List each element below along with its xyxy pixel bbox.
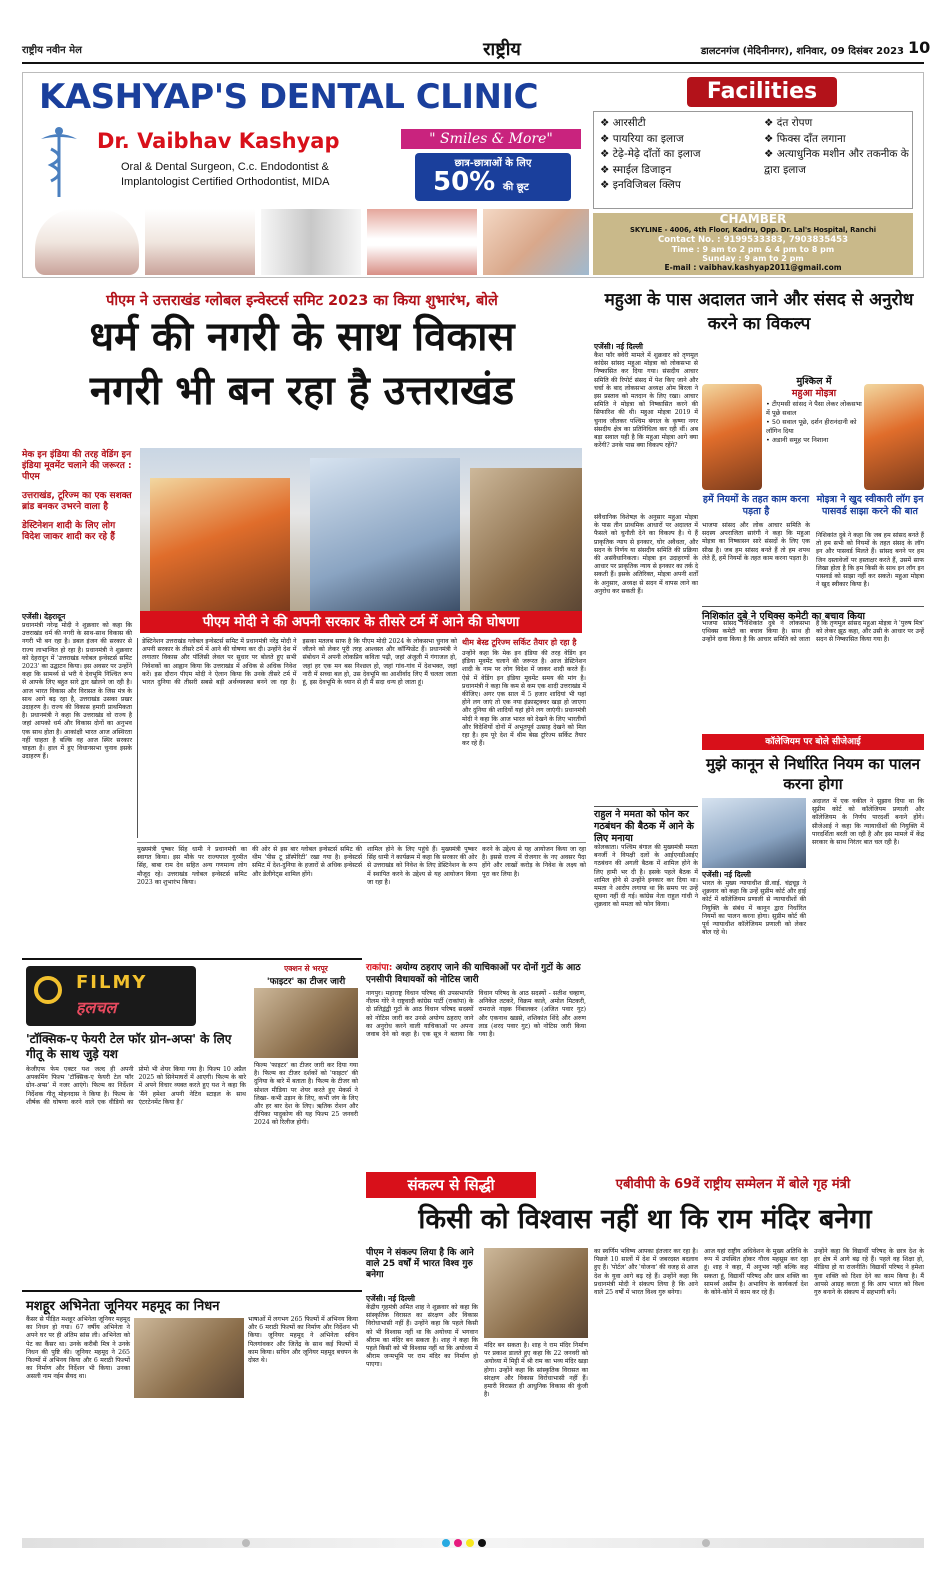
- color-swatch-yellow: [466, 1539, 474, 1547]
- mahua-body2: संवैधानिक विशेषज्ञ के अनुसार महुआ मोइत्रा के पास तीन प्राथमिक आधारों पर अदालत में फैसले को चुनौती देने का विकल्प है। ये हैं प्राकृतिक न्याय से इनकार, घोर अवैधता, और सदन के निर्णय या संसदीय समिति की प्रक्रिया की असंवैधानिकता। मोइत्रा इन उदाहरणों के आधार पर प्राकृतिक न्याय से इनकार का तर्क दे सकती हैं। इसके अतिरिक्त, मोइत्रा अपनी शर्तों के अनुसार, अध्यक्ष से सदन में वापस लाने का अनुरोध कर सकती हैं।: [594, 514, 698, 595]
- film-logo: [26, 966, 196, 1026]
- mahua-photo-right: [864, 384, 924, 490]
- teeth-photo-2: [145, 209, 255, 275]
- court-kicker: राकांपा:: [366, 963, 393, 973]
- lead-body-col3: उन्होंने कहा कि मेक इन इंडिया की तरह वेडिंग इन इंडिया मूवमेंट चलाने की जरूरत है। आज डेस्टिनेशन शादी के नाम पर लोग विदेश में जाकर शादी करते हैं। ऐसे में वेडिंग इन इंडिया मूवमेंट समय की मांग है। प्रधानमंत्री ने कहा कि कम से कम एक शादी उत्तराखंड में कीजिए। अगर एक साल में 5 हजार शादियां भी यहां होने लग जाएं तो एक नया इंफ्रास्ट्रक्चर खड़ा हो जाएगा और दुनिया की शादियों यहां होने लग जाएंगी। प्रधानमंत्री मोदी ने कहा कि आज भारत को देखने के लिए भारतीयों और विदेशियों दोनों में अभूतपूर्व उत्साह देखने को मिल रहा है। हम पूरे देश में थीम बेस्ड टूरिज्म सर्किट तैयार कर रहे हैं।: [462, 650, 587, 748]
- lead-bottom-col1: मुख्यमंत्री पुष्कर सिंह धामी ने प्रधानमंत्री का स्वागत किया। इस मौके पर राज्यपाल गुरमीत सिंह, बाबा राम देव सहित अन्य गणमान्य लोग मौजूद रहे। उत्तराखंड ग्लोबल इन्वेस्टर्स समिट 2023 का शुभारंभ किया।: [137, 846, 247, 886]
- offer-suffix: की छूट: [503, 182, 529, 193]
- qualification-2: Implantologist Certified Orthodontist, MIDA: [121, 176, 330, 188]
- mahua-box-title1: मुश्किल में: [796, 376, 832, 387]
- mahua-point: • 50 सवाल पूछे, दर्शन हीरानंदानी को लॉगिन दिया: [766, 418, 857, 435]
- lead-photo-stage: [310, 458, 460, 611]
- registration-mark: [242, 1539, 250, 1547]
- facility-item: ❖ फिक्स दाँत लगाना: [764, 132, 846, 145]
- ram-dateline: एजेंसी। नई दिल्ली: [366, 1294, 415, 1303]
- lead-bottom-col4: करने के उद्देश्य से यह आयोजन किया जा रहा है। इससे राज्य में रोजगार के नए अवसर पैदा होंगे और लाखों करोड़ के निवेश के लक्ष्य को पूरा कर लिया है।: [482, 846, 586, 878]
- facility-item: ❖ पायरिया का इलाज: [600, 132, 684, 145]
- chamber-address: SKYLINE - 4006, 4th Floor, Kadru, Opp. Dr. Lal's Hospital, Ranchi: [629, 226, 877, 234]
- chamber-box: [593, 213, 913, 275]
- smile-photo: [367, 209, 477, 275]
- facility-item: ❖ अत्याधुनिक मशीन और तकनीक के द्वारा इलाज: [764, 148, 909, 176]
- implant-photo: [261, 209, 361, 275]
- teeth-photo-1: [35, 209, 139, 275]
- dental-ad: [22, 72, 924, 278]
- facilities-right-column: [764, 116, 910, 178]
- facilities-left-column: [600, 116, 760, 194]
- film-body: केजीएफ फेम एक्टर यश जल्द ही अपनी अपकमिंग फिल्म 'टॉक्सिक-ए फेयरी टेल फॉर ग्रोन-अप्स' में नजर आएंगे। फिल्म का निर्देशन निर्देशक गीतू मोहनदास ने किया है। फिल्म के शीर्षक की घोषणा करने वाले एक वीडियो का प्रोमो भी शेयर किया गया है। फिल्म 10 अप्रैल 2025 को सिनेमाघरों में आएगी। फिल्म के बारे में अपने विचार व्यक्त करते हुए यश ने कहा कि 'मैंने हमेशा अपनी नेटिव स्टाइल के साथ एंटरटेनमेंट किया है।': [26, 1066, 246, 1106]
- footer-bar: [22, 1538, 924, 1548]
- obit-body2: भाषाओं में लगभग 265 फिल्मों में अभिनय किया और 6 मराठी फिल्मों का निर्माण और निर्देशन भी किया। जूनियर महमूद ने अभिनेता सचिन पिलगांवकर और जितेंद्र के साथ कई फिल्मों में काम किया। सचिन और जूनियर महमूद बचपन के दोस्त थे।: [248, 1316, 358, 1365]
- mahua-subbody1: भाजपा सांसद और लोक आचार समिति के सदस्य अपराजिता सारंगी ने कहा कि महुआ मोइत्रा का निष्कासन सारे संसदों के लिए एक सीख है। जब हम सांसद बनते हैं तो हम शपथ लेते हैं, हमें नियमों के तहत काम करना पड़ता है।: [702, 522, 810, 562]
- facility-item: ❖ आरसीटी: [600, 117, 646, 129]
- obit-headline: मशहूर अभिनेता जूनियर महमूद का निधन: [26, 1299, 220, 1314]
- chamber-title: CHAMBER: [719, 212, 787, 226]
- color-swatch-black: [478, 1539, 486, 1547]
- amit-shah-photo: [484, 1248, 588, 1338]
- mahua-subhead2: मोइत्रा ने खुद स्वीकारी लॉग इन पासवर्ड साझा करने की बात: [816, 494, 924, 517]
- film-section: [22, 958, 362, 1288]
- ram-banner-left: संकल्प से सिद्धी: [366, 1172, 536, 1198]
- nishikant-body: भाजपा सांसद निशिकांत दुबे ने लोकसभा एथिक्स कमेटी का बचाव किया है। साथ ही उन्होंने दावा किया है कि आचार समिति को जाता है कि तृणमूल सांसद महुआ मोइत्रा ने 'पुरुष मित्र' को लेकर झूठ कहा, और उसी के आधार पर उन्हें सदन से निष्कासित किया गया है।: [702, 620, 924, 644]
- ram-body2: मंदिर बन सकता है। शाह ने राम मंदिर निर्माण पर प्रकाश डालते हुए कहा कि 22 जनवरी को अयोध्या में मिट्टी में श्री राम का भव्य मंदिर खड़ा होगा। उन्होंने कहा कि सांस्कृतिक विरासत का संरक्षण और विकास विरोधाभासी नहीं हैं। हमारी विरासत ही आधुनिक विकास की कुंजी है।: [484, 1342, 588, 1399]
- rahul-body: कोलकाता। पश्चिम बंगाल की मुख्यमंत्री ममता बनर्जी ने विपक्षी दलों के आईएनडीआईए गठबंधन की अगली बैठक में शामिल होने के लिए हामी भर दी है। इसके पहले बैठक में शामिल होने से उन्होंने इनकार कर दिया था। ममता ने आरोप लगाया था कि समय पर उन्हें सूचना नहीं दी गई। कांग्रेस नेता राहुल गांधी ने शुक्रवार को ममता को फोन किया।: [594, 844, 698, 909]
- film-side-body: फिल्म 'फाइटर' का टीजर जारी कर दिया गया है। फिल्म का टीजर दर्शकों को 'फाइटर' की दुनिया के बारे में बताता है। फिल्म के टीजर को सोशल मीडिया पर शेयर करते हुए मेकर्स ने लिखा- कभी उड़ान के लिए, कभी जंग के लिए और हर बार देश के लिए। ऋतिक रोशन और दीपिका पादुकोण की यह फिल्म 25 जनवरी 2024 को रिलीज होगी।: [254, 1062, 358, 1127]
- lead-kicker: पीएम ने उत्तराखंड ग्लोबल इन्वेस्टर्स समिट 2023 का किया शुभारंभ, बोले: [106, 293, 498, 309]
- film-side-head: 'फाइटर' का टीजर जारी: [266, 977, 346, 987]
- offer-text: छात्र-छात्राओं के लिए: [454, 158, 532, 169]
- film-reel-icon: [34, 976, 62, 1004]
- ram-headline: किसी को विश्वास नहीं था कि राम मंदिर बनेगा: [418, 1204, 872, 1235]
- ram-body1: केंद्रीय गृहमंत्री अमित शाह ने शुक्रवार को कहा कि सांस्कृतिक विरासत का संरक्षण और विकास विरोधाभासी नहीं हैं। उन्होंने कहा कि पहले किसी को भी विश्वास नहीं था कि अयोध्या में भगवान श्रीराम का मंदिर बन सकता है। शाह ने कहा कि पहले किसी को भी विश्वास नहीं था कि अयोध्या में श्रीराम जन्मभूमि पर राम मंदिर का निर्माण हो पाएगा।: [366, 1304, 478, 1369]
- masthead: [22, 36, 931, 64]
- page-number: 10: [908, 38, 931, 57]
- chamber-sunday: Sunday : 9 am to 2 pm: [702, 254, 804, 263]
- chamber-email: E-mail : vaibhav.kashyap2011@gmail.com: [664, 263, 842, 272]
- facility-item: ❖ दंत रोपण: [764, 117, 813, 129]
- mahua-point: • अडानी समूह पर निशाना: [766, 436, 829, 444]
- collegium-body2: अदालत में एक वकील ने सुझाव दिया था कि सुप्रीम कोर्ट को कॉलेजियम प्रणाली और कॉलेजियम के निर्णय पारदर्शी बनाने होंगे। सीजेआई ने कहा कि न्यायाधीशों की नियुक्ति में पारदर्शिता बरती जा रही है और इस मामले में केंद्र सरकार के साथ निरंतर बात चल रही है।: [812, 798, 924, 847]
- fighter-poster: [254, 988, 358, 1058]
- obit-photo: [134, 1318, 244, 1398]
- caduceus-icon: [37, 125, 81, 199]
- ram-section: [366, 1172, 924, 1532]
- obituary-section: [22, 1290, 362, 1522]
- clinic-name: KASHYAP'S DENTAL CLINIC: [39, 77, 539, 117]
- nishikant-head: निशिकांत दुबे ने एथिक्स कमेटी का बचाव किया: [702, 606, 924, 622]
- lead-highlights: [22, 450, 132, 610]
- obit-body: कैंसर से पीड़ित मशहूर अभिनेता जूनियर महमूद का निधन हो गया। 67 वर्षीय अभिनेता ने अपने घर पर ही अंतिम सांस ली। अभिनेता को पेट का कैंसर था। उनके करीबी मित्र ने उनके निधन की पुष्टि की। जूनियर महमूद ने 265 फिल्मों में अभिनय किया और 6 मराठी फिल्मों का निर्माण और निर्देशन भी किया। उनका असली नाम नईम सैयद था।: [26, 1316, 130, 1381]
- facilities-title: Facilities: [687, 77, 837, 107]
- mahua-body: कैश फॉर क्वेरी मामले में शुक्रवार को तृणमूल कांग्रेस सांसद महुआ मोइत्रा को लोकसभा से निष्कासित कर दिया गया। संसदीय आचार समिति की रिपोर्ट संसद में पेश किए जाने और चर्चा के बाद लोकसभा अध्यक्ष ओम बिरला ने इस प्रस्ताव को मतदान के लिए रखा। आचार समिति ने मोइत्रा को निष्कासित करने की सिफारिश की थी। महुआ मोइत्रा 2019 में चुनाव जीतकर पश्चिम बंगाल के कृष्णा नगर संसदीय क्षेत्र का प्रतिनिधित्व कर रही थीं। अब बड़ा सवाल यही है कि महुआ मोइत्रा आगे क्या करेंगी? उनके पास क्या विकल्प रहेंगे?: [594, 352, 698, 450]
- collegium-headline: मुझे कानून से निर्धारित नियम का पालन करना होगा: [706, 755, 920, 793]
- mahua-point: • टीएमसी सांसद ने पैसा लेकर लोकसभा में पूछे सवाल: [766, 400, 862, 417]
- collegium-body: भारत के मुख्य न्यायाधीश डी.वाई. चंद्रचूड़ ने शुक्रवार को कहा कि उन्हें सुप्रीम कोर्ट और हाई कोर्ट में कॉलेजियम प्रणाली से न्यायाधीशों की नियुक्ति के संबंध में कानून द्वारा निर्धारित नियमों का पालन करना होगा। सुप्रीम कोर्ट की पूर्व न्यायाधीश कॉलेजियम प्रणाली को लेकर बोल रहे थे।: [702, 880, 806, 937]
- mahua-subbody2: निशिकांत दुबे ने कहा कि जब हम सांसद बनते हैं तो हम सभी को नियमों के तहत संसद के लॉग इन और पासवर्ड मिलते हैं। सांसद बनने पर हम जिन दस्तावेजों पर हस्ताक्षर करते हैं, उसमें साफ लिखा होता है कि हम किसी के साथ इन लॉग इन पासवर्ड को साझा नहीं कर सकते। महुआ मोइत्रा ने खुद स्वीकार किया है।: [816, 532, 924, 589]
- lead-body-col1: प्रधानमंत्री नरेन्द्र मोदी ने शुक्रवार को कहा कि उत्तराखंड धर्म की नगरी के साथ-साथ विकास की नगरी भी बन रहा है। डबल इंजन की सरकार से राज्य लाभान्वित हो रहा है। प्रधानमंत्री ने शुक्रवार को देहरादून में 'उत्तराखंड ग्लोबल इन्वेस्टर्स समिट 2023' का उद्घाटन किया। इस अवसर पर उन्होंने कहा कि सामर्थ्य से भरी ये देवभूमि निश्चित रूप से आपके लिए बहुत सारे द्वार खोलने जा रही है। आज भारत विकास और विरासत के जिस मंत्र के साथ आगे बढ़ रहा है, उत्तराखंड उसका प्रखर उदाहरण है। राज्य की विकास हमारी प्राथमिकता है। प्रधानमंत्री ने कहा कि उत्तराखंड वो राज्य है जहां आपको धर्म और विकास दोनों का अनुभव एक साथ होता है। आकांक्षी भारत आज अस्थिरता नहीं चाहता है बल्कि वह आज स्थिर सरकार चाहता है। हाल में हुए विधानसभा चुनाव इसके उदाहरण हैं।: [22, 622, 132, 761]
- cji-photo: [702, 798, 806, 868]
- mahua-box-points: [766, 400, 862, 445]
- chamber-contact: Contact No. : 9199533383, 7903835453: [658, 235, 848, 245]
- lead-photo-caption: पीएम मोदी ने की अपनी सरकार के तीसरे टर्म में आने की घोषणा: [140, 611, 582, 633]
- mahua-dateline: एजेंसी। नई दिल्ली: [594, 342, 643, 351]
- rahul-head: राहुल ने ममता को फोन कर गठबंधन की बैठक में आने के लिए मनाया: [594, 806, 698, 845]
- mahua-box-title2: महुआ मोइत्रा: [791, 388, 837, 399]
- film-headline: 'टॉक्सिक-ए फेयरी टेल फॉर ग्रोन-अप्स' के लिए गीतू के साथ जुड़े यश: [26, 1032, 232, 1061]
- facilities-list: [593, 111, 913, 209]
- side-story-head: थीम बेस्ड टूरिज्म सर्किट तैयार हो रहा है: [462, 638, 577, 647]
- mahua-headline: महुआ के पास अदालत जाने और संसद से अनुरोध करने का विकल्प: [604, 290, 914, 334]
- facility-item: ❖ स्माईल डिजाइन: [600, 163, 672, 176]
- lead-photo-people-right: [470, 468, 582, 611]
- ram-body3: का स्वर्णिम भविष्य आपका इंतजार कर रहा है। पिछले 10 सालों में देश में जबरदस्त बदलाव हुए हैं। 'पोर्टल' और 'योजना' की वजह से आज देश के युवा आगे बढ़ रहे हैं। उन्होंने कहा कि प्रधानमंत्री मोदी ने संकल्प लिया है कि आने वाले 25 वर्षों में भारत विश्व गुरु बनेगा।: [594, 1248, 698, 1297]
- facility-item: ❖ टेढ़े-मेढ़े दाँतों का इलाज: [600, 148, 701, 160]
- court-headline-text: अयोग्य ठहराए जाने की याचिकाओं पर दोनों गुटों के आठ एनसीपी विधायकों को नोटिस जारी: [366, 963, 581, 985]
- lead-dateline: एजेंसी। देहरादून: [22, 612, 66, 621]
- highlight: उत्तराखंड, टूरिज्म का एक सशक्त ब्रांड बनकर उभरने वाला है: [22, 491, 132, 512]
- lead-headline-line1: धर्म की नगरी के साथ विकास: [89, 314, 515, 360]
- lead-headline-line2: नगरी भी बन रहा है उत्तराखंड: [89, 368, 515, 414]
- offer-box: [415, 153, 571, 201]
- collegium-section: [702, 734, 924, 984]
- child-dental-photo: [483, 209, 589, 275]
- doctor-name: Dr. Vaibhav Kashyap: [97, 129, 340, 153]
- section-title: राष्ट्रीय: [483, 39, 521, 60]
- paper-name: राष्ट्रीय नवीन मेल: [22, 45, 82, 56]
- mahua-subhead1: हमें नियमों के तहत काम करना पड़ता है: [702, 494, 810, 517]
- highlight: डेस्टिनेशन शादी के लिए लोग विदेश जाकर शादी कर रहे हैं: [22, 521, 116, 542]
- chamber-time: Time : 9 am to 2 pm & 4 pm to 8 pm: [671, 245, 835, 254]
- highlight: मेक इन इंडिया की तरह वेडिंग इन इंडिया मूवमेंट चलाने की जरूरत : पीएम: [22, 450, 132, 482]
- offer-percent: 50%: [433, 167, 496, 197]
- collegium-dateline: एजेंसी। नई दिल्ली: [702, 870, 751, 879]
- court-headline: [366, 962, 586, 986]
- lead-bottom-col3: शामिल होने के लिए पहुंचे हैं। मुख्यमंत्री पुष्कर सिंह धामी ने कार्यक्रम में कहा कि सरकार की ओर से उत्तराखंड को निवेश के लिए डेस्टिनेशन के रूप में स्थापित करने के उद्देश्य से यह आयोजन किया जा रहा है।: [367, 846, 477, 886]
- facility-item: ❖ इनविजिबल क्लिप: [600, 179, 681, 191]
- tagline: " Smiles & More": [401, 129, 581, 149]
- ram-side-head: पीएम ने संकल्प लिया है कि आने वाले 25 वर्षों में भारत विश्व गुरु बनेगा: [366, 1248, 474, 1280]
- court-section: [366, 958, 586, 1168]
- film-logo-label2: हलचल: [76, 998, 117, 1017]
- collegium-kicker: कॉलेजियम पर बोले सीजेआई: [702, 734, 924, 750]
- lead-body-col2: डेस्टिनेशन उत्तराखंड ग्लोबल इन्वेस्टर्स समिट में प्रधानमंत्री नरेंद्र मोदी ने अपनी सरकार के तीसरे टर्म में आने की घोषणा कर दी। उन्होंने देश में लगातार विकास और पॉलिसी लेवल पर सुधार पर बोलते हुए सभी निवेशकों का आह्वान किया कि उत्तराखंड में अधिक से अधिक निवेश करें। इस दौरान पीएम मोदी ने ऐलान किया कि उनके तीसरे टर्म में भारत दुनिया की तीसरी सबसे बड़ी अर्थव्यवस्था बनने जा रहा है। इसका मतलब साफ है कि पीएम मोदी 2024 के लोकसभा चुनाव को जीतने को लेकर पूरी तरह आश्वस्त और कॉन्फिडेंट हैं। प्रधानमंत्री ने संबोधन में अपनी लोकप्रिय कविता पढ़ी, जहां अंजुली में गंगाजल हो, जहां हर एक मन बस निश्छल हो, जहां गांव-गांव में देशभक्त, जहां नारी में सच्चा बल हो, उस देवभूमि का आशीर्वाद लिए मैं चलता जाता हूं, इस देवभूमि के ध्यान से ही मैं सदा धन्य हो जाता हूं।: [137, 638, 457, 838]
- film-side-kicker: एक्शन से भरपूर: [284, 964, 328, 973]
- lead-bottom-col2: की ओर से इस बार ग्लोबल इन्वेस्टर्स समिट की थीम 'पीस टू प्रॉस्पेरिटी' रखा गया है। इन्वेस्टर्स समिट में देश-दुनिया के हजारों से अधिक इन्वेस्टर्स और डेलीगेट्स शामिल होंगे।: [252, 846, 362, 878]
- court-body: नागपुर। महाराष्ट्र विधान परिषद की उपसभापति नीलम गोरे ने राष्ट्रवादी कांग्रेस पार्टी (राकांपा) के दो प्रतिद्वंद्वी गुटों के आठ विधान परिषद सदस्यों को नोटिस जारी कर उनसे अयोग्य ठहराए जाने का अनुरोध करने वाली याचिकाओं पर अपना जवाब देने को कहा है। एक सूत्र ने बताया कि विधान परिषद के आठ सदस्यों - सतीश चव्हाण, अनिकेत तटकरे, विक्रम काले, अमोल मिटकरी, रामराजे नाइक निंबालकर (अजित पवार गुट) और एकनाथ खडसे, शशिकांत शिंदे और अरुण लाड (शरद पवार गुट) को नोटिस जारी किया गया है।: [366, 990, 586, 1039]
- qualification-1: Oral & Dental Surgeon, C.c. Endodontist &: [121, 161, 329, 173]
- divider: [137, 842, 586, 843]
- ram-body4: आज यहां राष्ट्रीय अधिवेशन के मुख्य अतिथि के रूप में उपस्थित होकर गौरव महसूस कर रहा हूं। शाह ने कहा, मैं अनुभव नहीं बल्कि कह सकता हूं, विद्यार्थी परिषद और छात्र शक्ति का सामर्थ्य असीम है। अभाविप के कार्यकर्ता देश के कोने-कोने में काम कर रहे हैं।: [704, 1248, 808, 1297]
- registration-mark: [702, 1539, 710, 1547]
- lead-photo: [140, 448, 582, 611]
- color-swatch-cyan: [442, 1539, 450, 1547]
- lead-photo-people-left: [150, 478, 290, 611]
- dateline: डालटनगंज (मेदिनीनगर), शनिवार, 09 दिसंबर 2023: [700, 46, 904, 57]
- ram-body5: उन्होंने कहा कि विद्यार्थी परिषद के छात्र देश के हर क्षेत्र में आगे बढ़ रहे हैं। पहले वह शिक्षा हो, मीडिया हो या राजनीति। विद्यार्थी परिषद ने हमेशा युवा शक्ति को दिशा देने का काम किया है। मैं आपसे आग्रह करता हूं कि आप भारत को विश्व गुरु बनाने के संकल्प में सहभागी बनें।: [814, 1248, 924, 1297]
- film-logo-label: FILMY: [76, 972, 148, 993]
- ram-kicker: एबीवीपी के 69वें राष्ट्रीय सम्मेलन में बोले गृह मंत्री: [615, 1177, 851, 1192]
- mahua-photo-left: [702, 384, 762, 490]
- color-swatch-magenta: [454, 1539, 462, 1547]
- mahua-box: [702, 370, 924, 490]
